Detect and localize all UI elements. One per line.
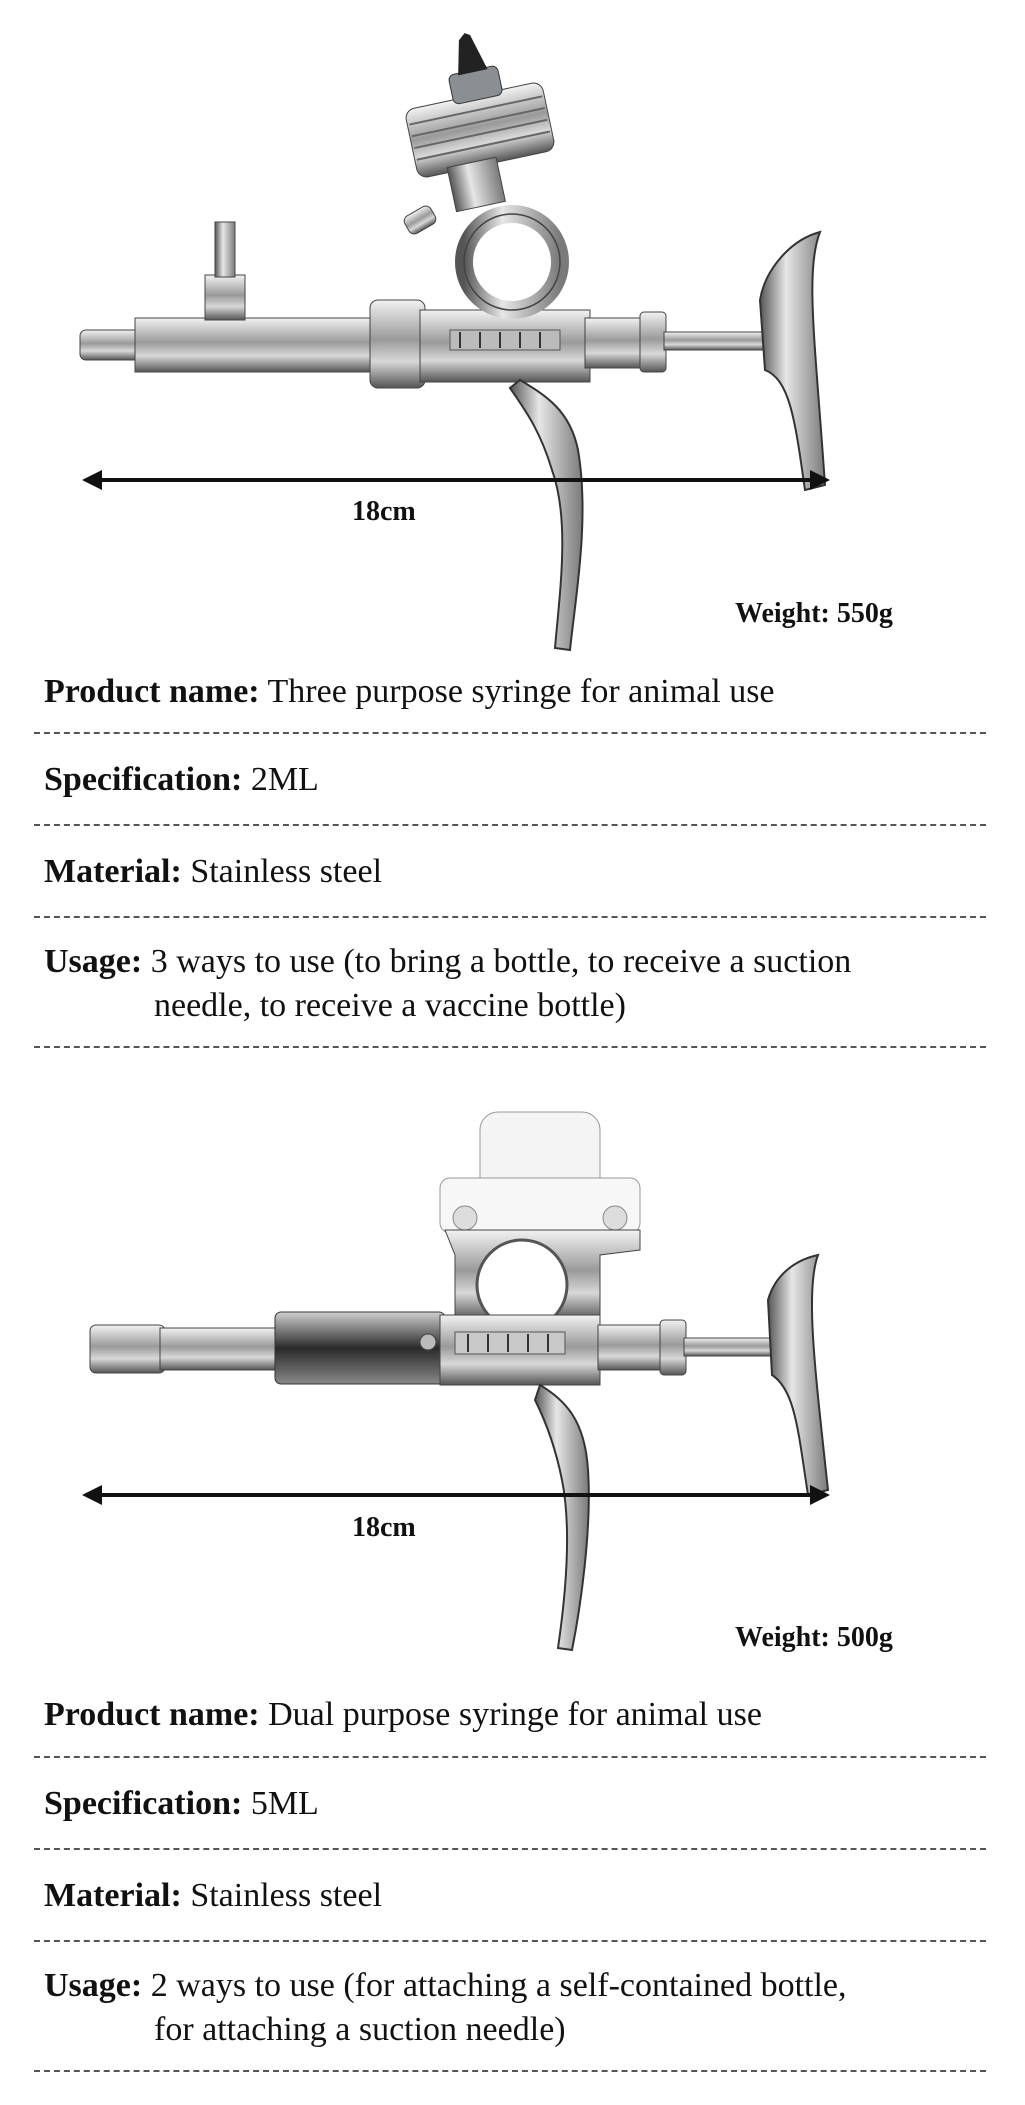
usage-row [44,1964,984,2052]
usage-label: Usage: [44,943,143,980]
three-purpose-syringe-image [0,0,1025,660]
usage-value-line-2: needle, to receive a vaccine bottle) [154,987,626,1024]
length-label: 18cm [352,496,416,527]
weight-label: Weight: 550g [735,598,893,629]
product-name-value: Dual purpose syringe for animal use [268,1696,762,1733]
product-name-row [44,670,984,714]
material-label: Material: [44,853,182,890]
usage-label: Usage: [44,1967,143,2004]
usage-value-line-2: for attaching a suction needle) [154,2011,566,2048]
product-name-label: Product name: [44,1696,260,1733]
specification-row [44,758,984,802]
product-section-1 [0,0,1025,1050]
divider [34,1756,986,1758]
product-name-label: Product name: [44,673,260,710]
product-name-row [44,1693,984,1737]
specification-row [44,1782,984,1826]
dual-purpose-syringe-image [0,1050,1025,1710]
weight-label: Weight: 500g [735,1622,893,1653]
divider [34,1940,986,1942]
divider [34,916,986,918]
material-row [44,850,984,894]
specification-label: Specification: [44,761,243,798]
material-row [44,1874,984,1918]
usage-value-line-1: 3 ways to use (to bring a bottle, to receive a suction [150,943,852,980]
divider [34,1046,986,1048]
divider [34,2070,986,2072]
product-section-2 [0,1050,1025,2105]
length-label: 18cm [352,1512,416,1543]
material-label: Material: [44,1877,182,1914]
divider [34,824,986,826]
product-name-value: Three purpose syringe for animal use [267,673,775,710]
usage-row [44,940,984,1028]
divider [34,732,986,734]
divider [34,1848,986,1850]
material-value: Stainless steel [190,1877,383,1914]
specification-value: 5ML [250,1785,319,1822]
specification-value: 2ML [250,761,319,798]
specification-label: Specification: [44,1785,243,1822]
material-value: Stainless steel [190,853,383,890]
usage-value-line-1: 2 ways to use (for attaching a self-contained bottle, [150,1967,847,2004]
